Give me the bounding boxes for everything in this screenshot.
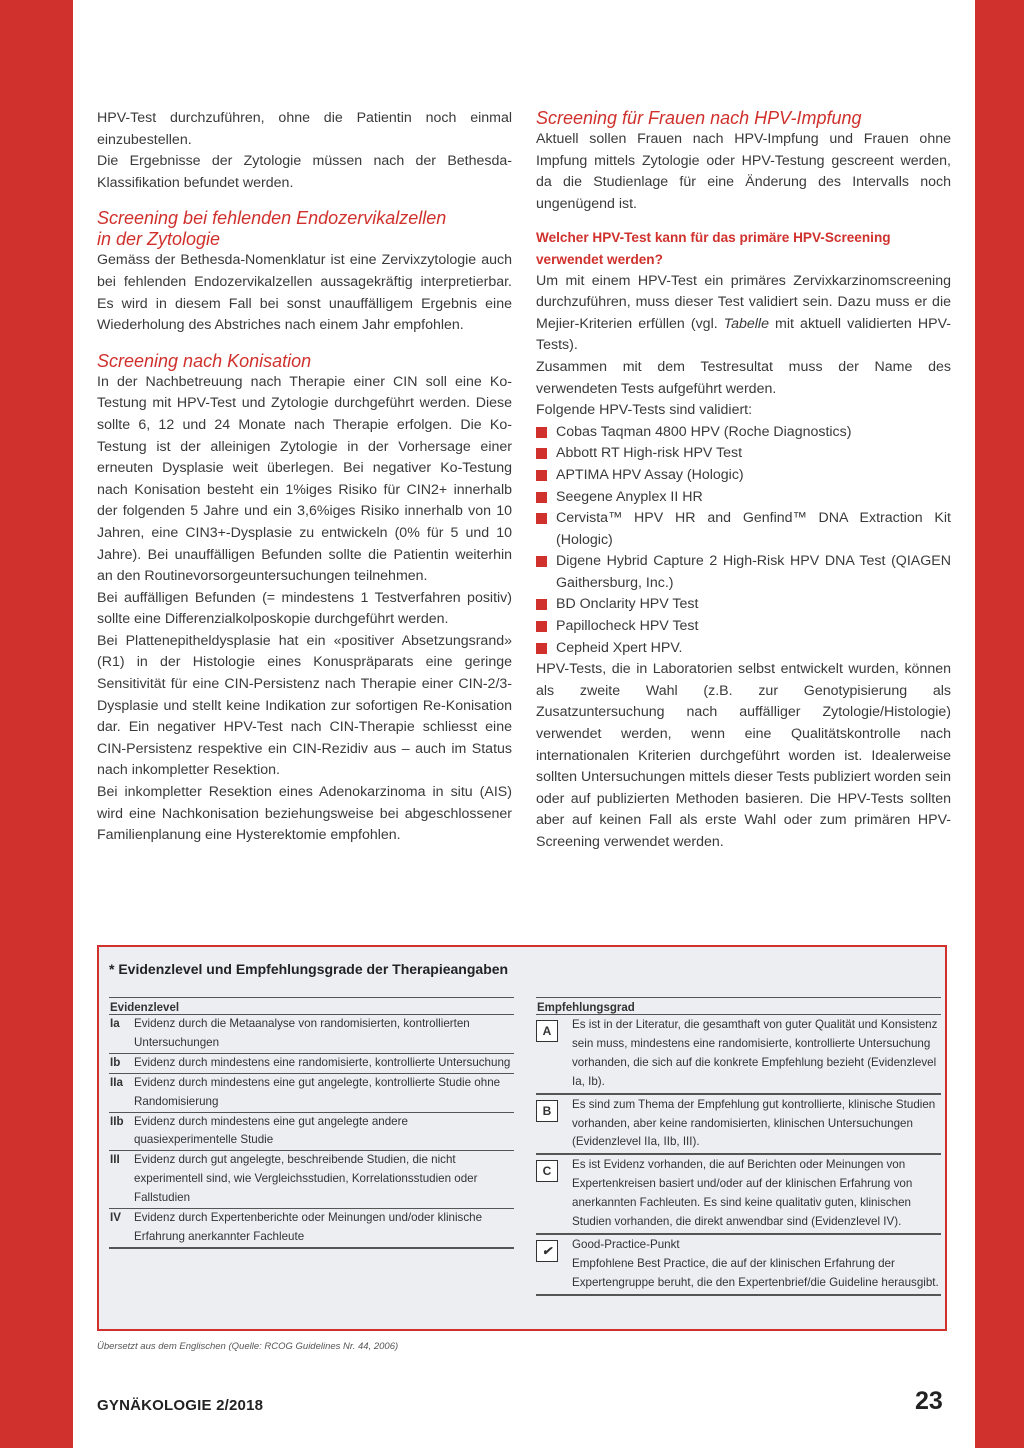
level-text: Evidenz durch gut angelegte, beschreibende Studien, die nicht experimentell sind, wie Vergleichsstudien, Korrelationsstudien oder Fallstudien (134, 1153, 478, 1205)
level-label: IV (110, 1211, 121, 1225)
journal-name: GYNÄKOLOGIE 2/2018 (97, 1397, 264, 1414)
paragraph-welcher-post: mit aktuell validierten HPV-Tests). (536, 315, 951, 354)
table-row (109, 1015, 514, 1054)
intro-paragraph-1: HPV-Test durchzuführen, ohne die Patientin noch einmal einzubestellen. (97, 110, 512, 148)
level-text: Evidenz durch die Metaanalyse von randomisierten, kontrollierten Untersuchungen (134, 1017, 470, 1049)
level-label: IIa (110, 1075, 123, 1089)
list-item: Cepheid Xpert HPV. (536, 638, 951, 660)
paragraph-folgende: Folgende HPV-Tests sind validiert: (536, 402, 753, 419)
paragraph-impfung: Aktuell sollen Frauen nach HPV-Impfung und Frauen ohne Impfung mittels Zytologie oder HPV-Testung gescreent werden, da die Studienlage für eine Änderung des Intervalls noch ungenügend ist. (536, 131, 951, 212)
grade-badge: C (536, 1160, 558, 1182)
paragraph-endozervikal: Gemäss der Bethesda-Nomenklatur ist eine Zervixzytologie auch bei fehlenden Endozervikalzellen aussagekräftig interpretierbar. Es wird in diesem Fall bei sonst unauffälligem Ergebnis eine Wiederholung des Abstriches nach einem Jahr empfohlen. (97, 252, 512, 334)
list-item: Cobas Taqman 4800 HPV (Roche Diagnostics) (536, 422, 951, 444)
table-row (536, 1235, 941, 1296)
paragraph-zusammen: Zusammen mit dem Testresultat muss der Name des verwendeten Tests aufgeführt werden. (536, 358, 951, 397)
evidence-levels-header: Evidenzlevel (109, 997, 514, 1015)
paragraph-konisation-1: In der Nachbetreuung nach Therapie einer CIN soll eine Ko-Testung mit HPV-Test und Zytologie durchgeführt werden. Diese sollte 6, 12 und 24 Monate nach Therapie erfolgen. Die Ko-Testung ist der alleinigen Zytologie in der Vorhersage einer erneuten Dysplasie weit überlegen. Bei negativer Ko-Testung nach Konisation besteht ein 1%iges Risiko für CIN2+ innerhalb der folgenden 5 Jahre und ein 3,6%iges Risiko innerhalb von 10 Jahren, eine CIN3+-Dysplasie zu entwickeln (0% für 5 und 10 Jahre). Bei unauffälligen Befunden sollte die Patientin weiterhin an den Routinevorsorgeuntersuchungen teilnehmen. (97, 373, 512, 585)
grade-text-heading: Good-Practice-Punkt (572, 1237, 680, 1251)
list-item: APTIMA HPV Assay (Hologic) (536, 465, 951, 487)
table-row (109, 1151, 514, 1209)
level-label: IIb (110, 1114, 124, 1128)
validated-tests-list (536, 422, 951, 660)
heading-welcher-test: Welcher HPV-Test kann für das primäre HPV-Screening verwendet werden? (536, 230, 891, 267)
grade-text: Es sind zum Thema der Empfehlung gut kontrollierte, klinische Studien vorhanden, aber keine randomisierten, klinischen Untersuchungen (Evidenzlevel IIa, IIb, III). (572, 1097, 936, 1149)
paragraph-laboratorien: HPV-Tests, die in Laboratorien selbst entwickelt wurden, können als zweite Wahl (z.B. zur Genotypisierung als Zusatzuntersuchung nach auffälliger Zytologie/Histologie) verwendet werden, wenn eine Qualitätskontrolle nach internationalen Kriterien durchgeführt worden ist. Idealerweise sollten Untersuchungen mittels dieser Tests publiziert worden sein oder auf publizierten Methoden basieren. Die HPV-Tests sollten aber auf keinen Fall als erste Wahl oder zum primären HPV-Screening verwendet werden. (536, 661, 951, 850)
evidence-levels-table (109, 997, 514, 1249)
level-label: III (110, 1153, 120, 1167)
table-row (536, 1015, 941, 1095)
table-row (536, 1095, 941, 1156)
heading-endozervikal-line1: Screening bei fehlenden Endozervikalzellen (97, 208, 447, 229)
table-row (536, 1155, 941, 1235)
grade-text: Es ist Evidenz vorhanden, die auf Berichten oder Meinungen von Expertenkreisen basiert und/oder auf der klinischen Erfahrung von anerkannten Fachleuten. Es sind keine qualitativ guten, klinischen Studien vorhanden, die direkt anwendbar sind (Evidenzlevel IV). (572, 1158, 913, 1229)
evidence-box (97, 945, 947, 1331)
right-red-margin-bar (975, 0, 1024, 1448)
list-item: Seegene Anyplex II HR (536, 487, 951, 509)
level-text: Evidenz durch mindestens eine gut angelegte andere quasiexperimentelle Studie (134, 1114, 408, 1147)
grade-text: Empfohlene Best Practice, die auf der klinischen Erfahrung der Expertengruppe beruht, die den Expertenbrief/die Guideline herausgibt. (572, 1256, 939, 1289)
table-row (109, 1209, 514, 1249)
level-text: Evidenz durch Expertenberichte oder Meinungen und/oder klinische Erfahrung anerkannter Fachleute (134, 1211, 483, 1243)
table-row (109, 1054, 514, 1074)
intro-paragraph-2: Die Ergebnisse der Zytologie müssen nach der Bethesda-Klassifikation befundet werden. (97, 153, 512, 191)
table-row (109, 1113, 514, 1152)
evidence-box-title: * Evidenzlevel und Empfehlungsgrade der Therapieangaben (109, 961, 509, 977)
list-item: Cervista™ HPV HR and Genfind™ DNA Extraction Kit (Hologic) (536, 508, 951, 551)
level-text: Evidenz durch mindestens eine gut angelegte, kontrollierte Studie ohne Randomisierung (134, 1075, 501, 1108)
list-item: BD Onclarity HPV Test (536, 594, 951, 616)
list-item: Digene Hybrid Capture 2 High-Risk HPV DNA Test (QIAGEN Gaithersburg, Inc.) (536, 551, 951, 594)
left-column (97, 108, 512, 847)
grade-badge: B (536, 1100, 558, 1122)
level-label: Ib (110, 1055, 121, 1069)
paragraph-welcher-pre: Um mit einem HPV-Test ein primäres Zervixkarzinomscreening durchzuführen, muss dieser Test validiert sein. Dazu muss er die Mejier-Kriterien erfüllen (vgl. (536, 272, 951, 332)
list-item: Abbott RT High-risk HPV Test (536, 443, 951, 465)
right-column (536, 108, 951, 854)
grade-text: Es ist in der Literatur, die gesamthaft von guter Qualität und Konsistenz sein muss, mindestens eine randomisierte, kontrollierte Untersuchung vorhanden, die sich auf die konkrete Empfehlung bezieht (Evidenzlevel Ia, Ib). (572, 1018, 938, 1088)
level-text: Evidenz durch mindestens eine randomisierte, kontrollierte Untersuchung (134, 1055, 511, 1069)
level-label: Ia (110, 1017, 120, 1030)
grade-badge: A (536, 1020, 558, 1042)
recommendation-grades-table (536, 997, 941, 1296)
heading-endozervikal (97, 208, 512, 250)
heading-endozervikal-line2: in der Zytologie (97, 229, 221, 250)
list-item: Papillocheck HPV Test (536, 616, 951, 638)
paragraph-welcher-test (536, 271, 951, 357)
tabelle-reference: Tabelle (723, 315, 769, 332)
heading-impfung: Screening für Frauen nach HPV-Impfung (536, 108, 862, 128)
paragraph-konisation-2: Bei auffälligen Befunden (= mindestens 1 Testverfahren positiv) sollte eine Differenzialkolposkopie durchgeführt werden. (97, 589, 512, 628)
recommendation-grades-header: Empfehlungsgrad (536, 997, 941, 1015)
margin-evidence-mark-iib: IIb (58, 609, 70, 620)
source-footnote: Übersetzt aus dem Englischen (Quelle: RCOG Guidelines Nr. 44, 2006) (97, 1341, 399, 1352)
margin-evidence-mark-iii: III (61, 330, 70, 341)
left-red-margin-bar (0, 0, 73, 1448)
heading-konisation: Screening nach Konisation (97, 350, 312, 371)
checkmark-icon: ✔ (536, 1240, 558, 1262)
paragraph-konisation-4: Bei inkompletter Resektion eines Adenokarzinoma in situ (AIS) wird eine Nachkonisation beziehungsweise bei abgeschlossener Familienplanung eine Hysterektomie empfohlen. (97, 784, 512, 844)
table-row (109, 1074, 514, 1113)
paragraph-konisation-3: Bei Plattenepitheldysplasie hat ein «positiver Absetzungsrand» (R1) in der Histologie eines Konuspräparats eine geringe Sensitivität für eine CIN-Persistenz nach Therapie einer CIN-2/3-Dysplasie und stellt keine Indikation zur sofortigen Re-Konisation dar. Ein negativer HPV-Test nach CIN-Therapie schliesst eine CIN-Persistenz respektive ein CIN-Rezidiv aus – auch im Status nach inkompletter Resektion. (97, 632, 512, 779)
page-number: 23 (915, 1387, 943, 1415)
